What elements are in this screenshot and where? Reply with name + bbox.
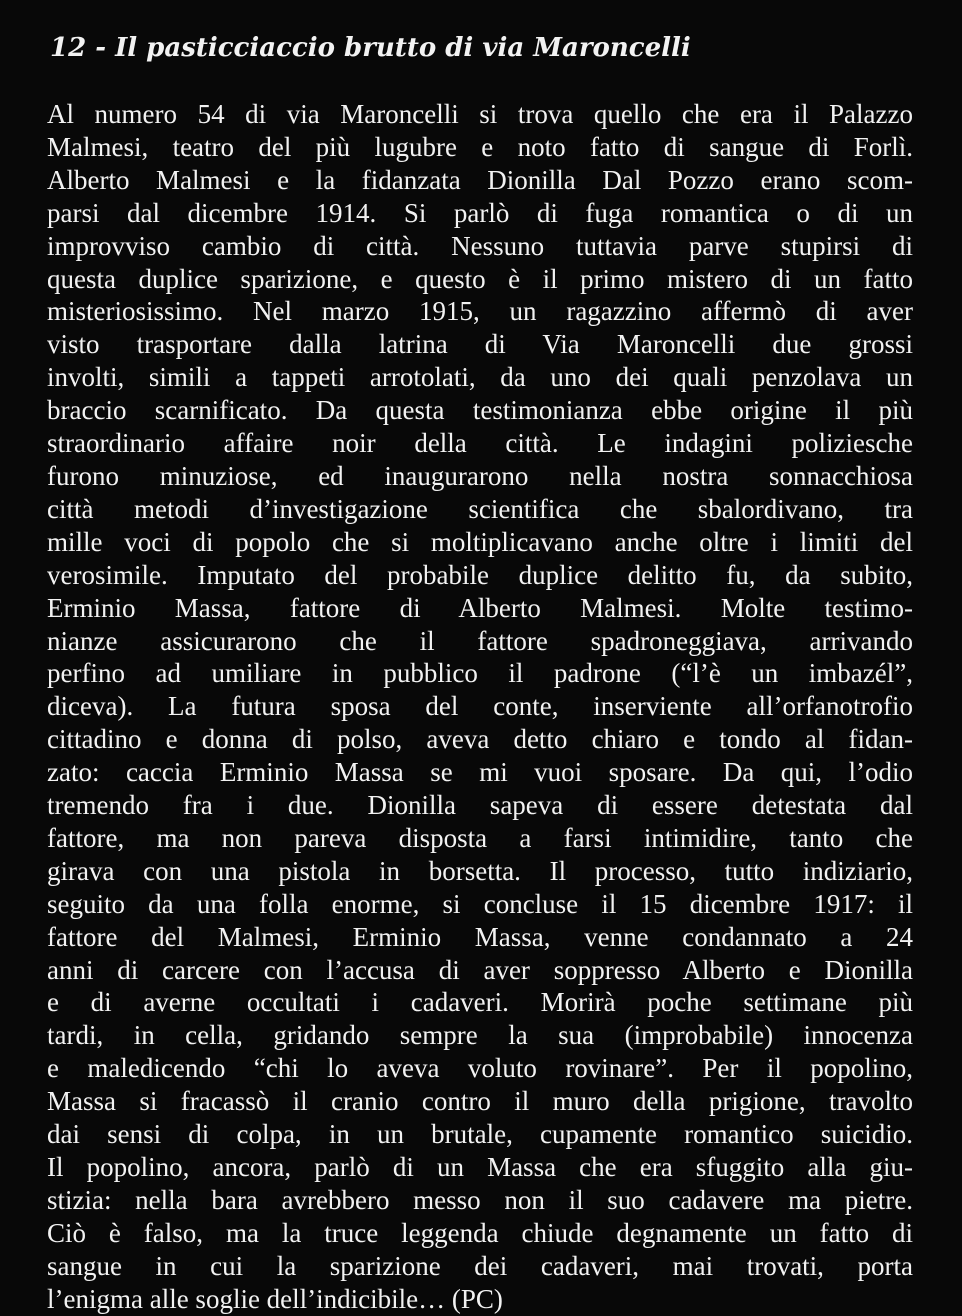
body-line: parsi dal dicembre 1914. Si parlò di fuga romantica o di un [47,197,913,228]
body-line: cittadino e donna di polso, aveva detto chiaro e tondo al fidan- [47,724,913,755]
body-line: involti, simili a tappeti arrotolati, da uno dei quali penzolava un [47,362,913,393]
body-line: braccio scarnificato. Da questa testimonianza ebbe origine il più [47,395,913,426]
body-line: Alberto Malmesi e la fidanzata Dionilla Dal Pozzo erano scom- [47,164,913,195]
body-line: straordinario affaire noir della città. Le indagini poliziesche [47,428,913,459]
body-line: Il popolino, ancora, parlò di un Massa che era sfuggito alla giu- [47,1152,913,1182]
body-line: tardi, in cella, gridando sempre la sua (improbabile) innocenza [47,1020,913,1051]
body-line: girava con una pistola in borsetta. Il processo, tutto indiziario, [47,855,913,886]
body-line: sangue in cui la sparizione dei cadaveri, mai trovati, porta [47,1250,913,1281]
body-line-last: l’enigma alle soglie dell’indicibile… (PC) [47,1283,503,1314]
body-line: Erminio Massa, fattore di Alberto Malmesi. Molte testimo- [47,592,913,623]
body-line: anni di carcere con l’accusa di aver soppresso Alberto e Dionilla [47,954,913,985]
body-line: stizia: nella bara avrebbero messo non il suo cadavere ma pietre. [47,1184,913,1215]
body-line: seguito da una folla enorme, si concluse il 15 dicembre 1917: il [47,888,913,919]
body-line: e maledicendo “chi lo aveva voluto rovinare”. Per il popolino, [47,1053,913,1084]
article-title: 12 - Il pasticciaccio brutto di via Maroncelli [50,33,691,63]
body-line: nianze assicurarono che il fattore spadroneggiava, arrivando [47,625,913,656]
body-line: tremendo fra i due. Dionilla sapeva di essere detestata dal [47,790,913,821]
body-line: improvviso cambio di città. Nessuno tuttavia parve stupirsi di [47,230,913,261]
body-line: mille voci di popolo che si moltiplicavano anche oltre i limiti del [47,526,913,557]
body-line: Malmesi, teatro del più lugubre e noto fatto di sangue di Forlì. [47,131,913,162]
article-body [47,98,913,1316]
body-line: dai sensi di colpa, in un brutale, cupamente romantico suicidio. [47,1119,913,1150]
body-line: verosimile. Imputato del probabile duplice delitto fu, da subito, [47,559,913,590]
body-line: questa duplice sparizione, e questo è il primo mistero di un fatto [47,263,913,294]
body-line: fattore, ma non pareva disposta a farsi intimidire, tanto che [47,822,913,853]
body-line: Massa si fracassò il cranio contro il muro della prigione, travolto [47,1086,913,1117]
body-line: furono minuziose, ed inaugurarono nella nostra sonnacchiosa [47,460,913,491]
body-line: visto trasportare dalla latrina di Via Maroncelli due grossi [47,329,913,360]
body-line: e di averne occultati i cadaveri. Morirà poche settimane più [47,987,913,1018]
body-line: perfino ad umiliare in pubblico il padrone (“l’è un imbazél”, [47,658,913,689]
body-line: Al numero 54 di via Maroncelli si trova quello che era il Palazzo [47,99,913,129]
body-line: fattore del Malmesi, Erminio Massa, venne condannato a 24 [47,921,913,952]
body-line: Ciò è falso, ma la truce leggenda chiude degnamente un fatto di [47,1217,913,1248]
body-line: diceva). La futura sposa del conte, inserviente all’orfanotrofio [47,691,913,722]
body-line: città metodi d’investigazione scientifica che sbalordivano, tra [47,493,913,524]
body-line: misteriosissimo. Nel marzo 1915, un ragazzino affermò di aver [47,296,913,327]
body-line: zato: caccia Erminio Massa se mi vuoi sposare. Da qui, l’odio [47,757,913,788]
